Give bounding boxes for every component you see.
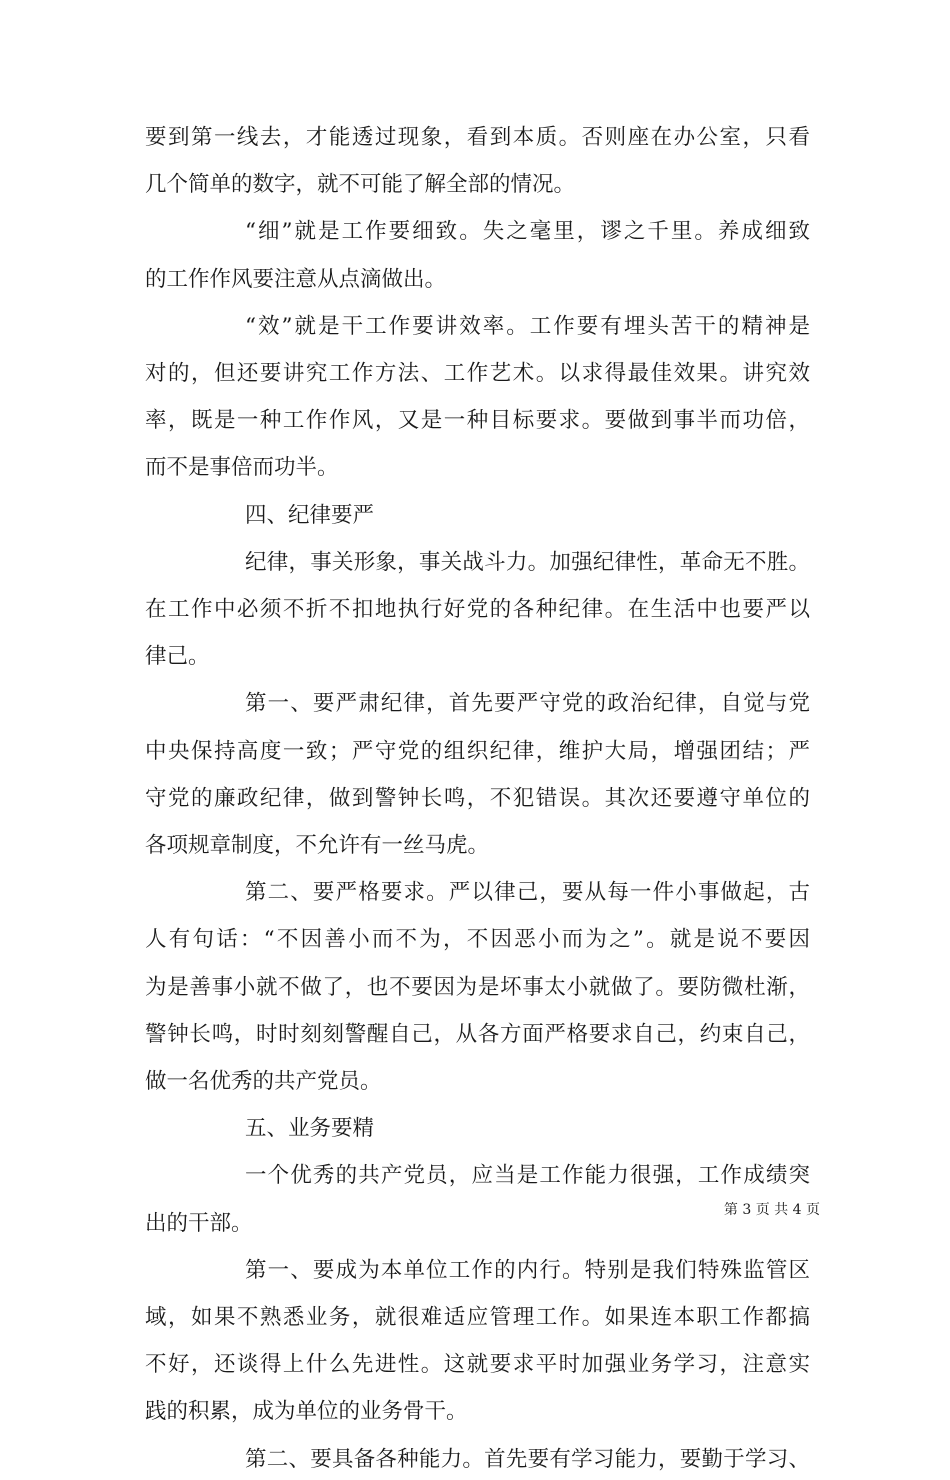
paragraph-line: 不好，还谈得上什么先进性。这就要求平时加强业务学习，注意实 [145, 1352, 810, 1378]
paragraph-first-line: “效”就是干工作要讲效率。工作要有埋头苦干的精神是 [245, 313, 810, 339]
paragraph-line: 人有句话：“不因善小而不为，不因恶小而为之”。就是说不要因 [145, 927, 810, 953]
paragraph-first-line: 纪律，事关形象，事关战斗力。加强纪律性，革命无不胜。 [245, 549, 810, 575]
paragraph-line: 出的干部。 [145, 1210, 253, 1236]
paragraph-line: 要到第一线去，才能透过现象，看到本质。否则座在办公室，只看 [145, 125, 810, 150]
paragraph-first-line: 一个优秀的共产党员，应当是工作能力很强，工作成绩突 [245, 1163, 810, 1189]
paragraph-first-line: 五、业务要精 [245, 1116, 375, 1142]
paragraph-first-line: 第二、要具备各种能力。首先要有学习能力，要勤于学习、 [245, 1446, 810, 1472]
paragraph-first-line: 第一、要严肃纪律，首先要严守党的政治纪律，自觉与党 [245, 691, 810, 717]
paragraph-line: 各项规章制度，不允许有一丝马虎。 [145, 833, 490, 858]
paragraph-line: 警钟长鸣，时时刻刻警醒自己，从各方面严格要求自己，约束自己， [145, 1021, 810, 1047]
paragraph-line: 率，既是一种工作作风，又是一种目标要求。要做到事半而功倍， [145, 408, 810, 434]
paragraph-first-line: “细”就是工作要细致。失之毫里，谬之千里。养成细致 [245, 219, 810, 245]
paragraph-line: 对的，但还要讲究工作方法、工作艺术。以求得最佳效果。讲究效 [145, 361, 810, 386]
paragraph-line: 为是善事小就不做了，也不要因为是坏事太小就做了。要防微杜渐， [145, 974, 810, 1000]
paragraph-line: 几个简单的数字，就不可能了解全部的情况。 [145, 172, 576, 198]
paragraph-line: 守党的廉政纪律，做到警钟长鸣，不犯错误。其次还要遵守单位的 [145, 785, 810, 811]
paragraph-first-line: 四、纪律要严 [245, 502, 375, 528]
paragraph-line: 域，如果不熟悉业务，就很难适应管理工作。如果连本职工作都搞 [145, 1305, 810, 1330]
paragraph-first-line: 第一、要成为本单位工作的内行。特别是我们特殊监管区 [245, 1257, 810, 1283]
paragraph-line: 践的积累，成为单位的业务骨干。 [145, 1399, 468, 1425]
page-number: 第 3 页 共 4 页 [723, 1202, 820, 1218]
paragraph-line: 而不是事倍而功半。 [145, 455, 339, 481]
paragraph-line: 律己。 [145, 644, 210, 670]
paragraph-line: 做一名优秀的共产党员。 [145, 1069, 382, 1094]
paragraph-first-line: 第二、要严格要求。严以律己，要从每一件小事做起，古 [245, 880, 810, 906]
paragraph-line: 的工作作风要注意从点滴做出。 [145, 266, 447, 292]
paragraph-line: 在工作中必须不折不扣地执行好党的各种纪律。在生活中也要严以 [145, 597, 810, 622]
paragraph-line: 中央保持高度一致；严守党的组织纪律，维护大局，增强团结；严 [145, 738, 810, 764]
